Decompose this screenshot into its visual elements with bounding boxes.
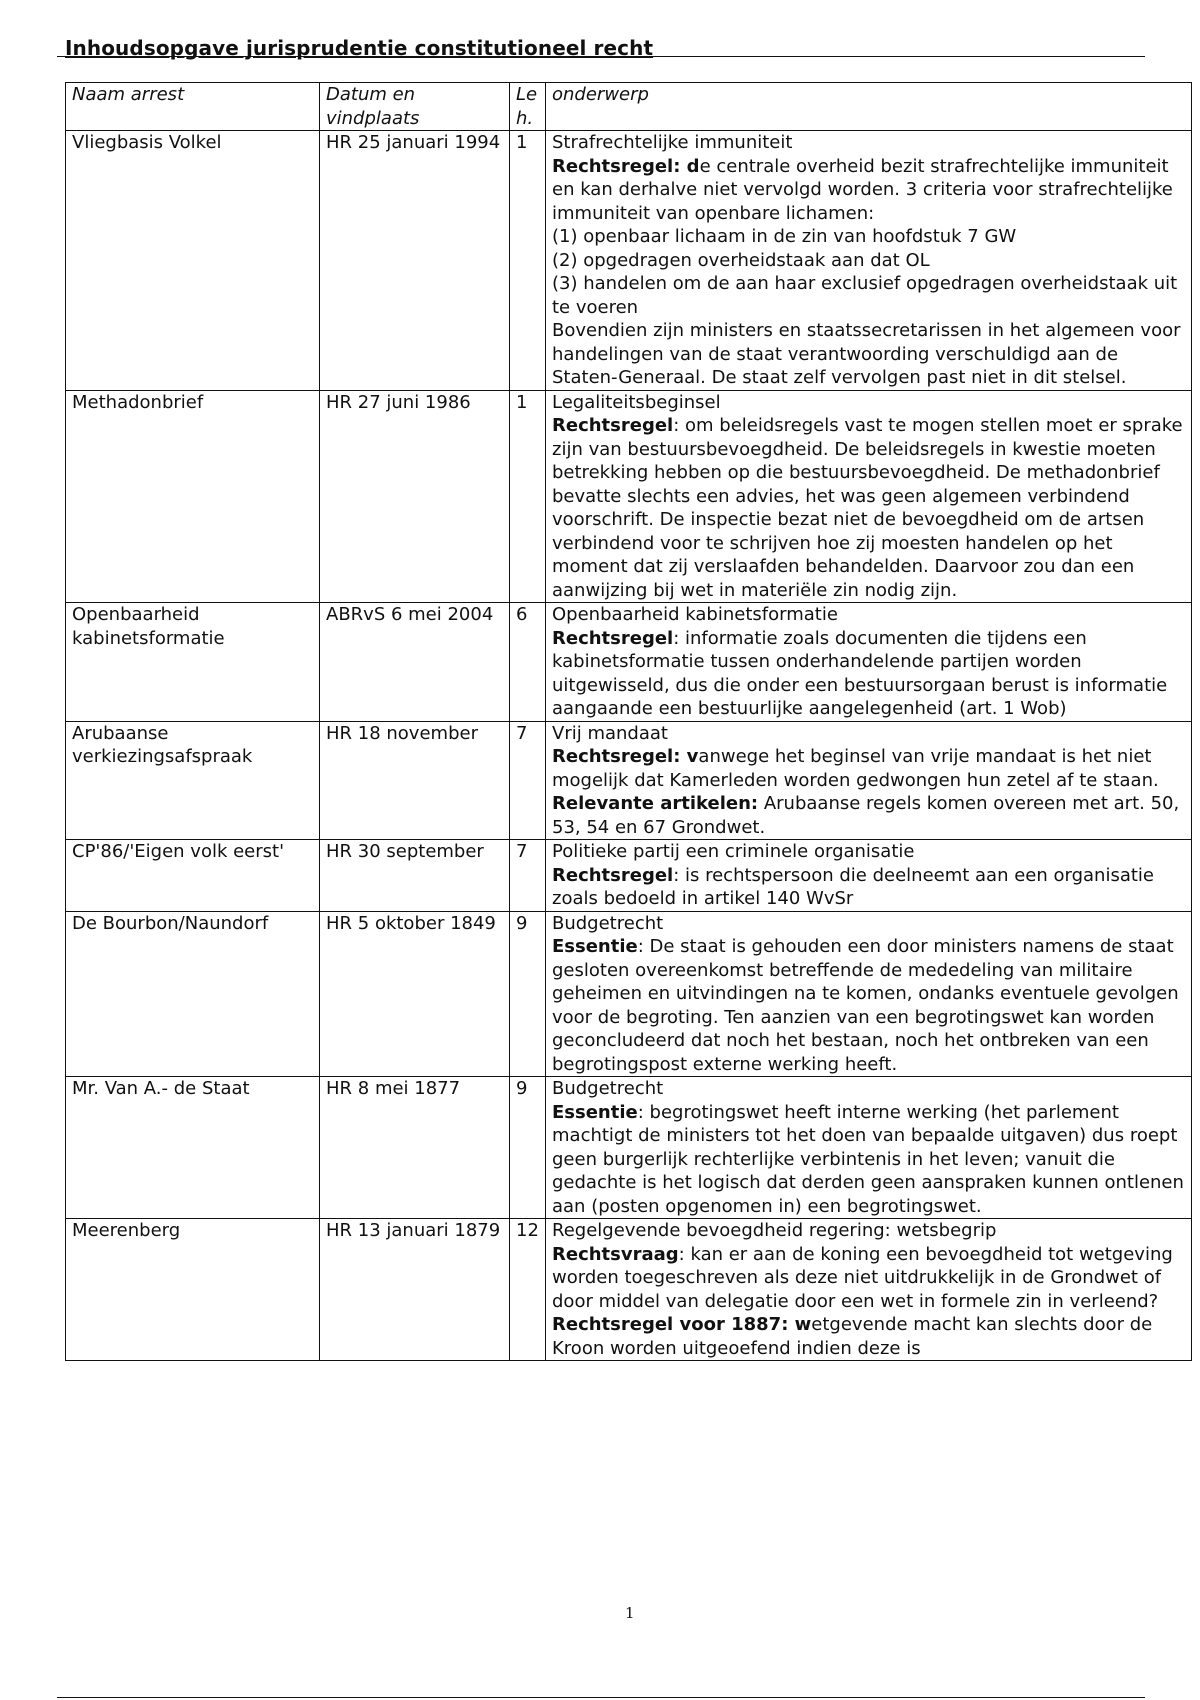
case-subject (546, 840, 1192, 912)
subject-paragraph (552, 225, 1185, 249)
subject-label: Rechtsregel (552, 627, 674, 649)
subject-paragraph (552, 935, 1185, 1076)
table-row (66, 131, 1192, 391)
case-date: HR 18 november (320, 721, 510, 840)
subject-paragraph (552, 1313, 1185, 1360)
table-row (66, 390, 1192, 603)
subject-text: anwege het beginsel van vrije mandaat is het niet mogelijk dat Kamerleden worden gedwongen hun zetel af te staan. (552, 746, 1159, 791)
subject-topic: Vrij mandaat (552, 722, 668, 744)
case-lesson: 1 (510, 131, 546, 391)
case-name: Openbaarheid kabinetsformatie (66, 603, 320, 722)
header-les: Le h. (510, 83, 546, 131)
subject-text: : informatie zoals documenten die tijdens een kabinetsformatie tussen onderhandelende partijen worden uitgewisseld, dus die onder een bestuursorgaan berust is informatie aangaande een bestuurlijke aangelegenheid (art. 1 Wob) (552, 627, 1168, 719)
case-date: HR 30 september (320, 840, 510, 912)
subject-paragraph (552, 249, 1185, 273)
subject-topic: Budgetrecht (552, 1078, 664, 1099)
table-body (66, 131, 1192, 1361)
subject-paragraph (552, 745, 1185, 792)
subject-label: Rechtsregel: v (552, 746, 699, 767)
header-name: Naam arrest (66, 83, 320, 131)
case-subject (546, 390, 1192, 603)
case-name: Arubaanse verkiezingsafspraak (66, 721, 320, 840)
subject-text: (2) opgedragen overheidstaak aan dat OL (552, 249, 930, 271)
subject-paragraph (552, 792, 1185, 839)
case-name: Vliegbasis Volkel (66, 131, 320, 391)
table-row (66, 721, 1192, 840)
case-date: HR 27 juni 1986 (320, 390, 510, 603)
case-name: CP'86/'Eigen volk eerst' (66, 840, 320, 912)
subject-text: : begrotingswet heeft interne werking (het parlement machtigt de ministers tot het doen van bepaalde uitgaven) dus roept geen burgerlijk rechterlijke verbintenis in het leven; vanuit die (552, 1101, 1178, 1170)
subject-text: : kan er aan de koning een bevoegdheid tot wetgeving worden toegeschreven als deze niet uitdrukkelijk in de Grondwet of door middel van delegatie door een wet in formele zin in verleend? (552, 1243, 1173, 1312)
subject-topic: Politieke partij een criminele organisatie (552, 841, 915, 862)
subject-text: : om beleidsregels vast te mogen stellen moet er sprake zijn van bestuursbevoegdheid. De beleidsregels in kwestie moeten betrekking hebben op die bestuursbevoegdheid. De methadonbrief bevatte slechts een advies, het was geen algemeen verbindend voorschrift. De inspectie bezat niet de bevoegdheid om de artsen verbindend voor te schrijven hoe zij moesten handelen op het moment dat zij verslaafden behandelden. Daarvoor zou dan een aanwijzing bij wet in materiële zin nodig zijn. (552, 415, 1183, 601)
table-row (66, 911, 1192, 1077)
case-name: De Bourbon/Naundorf (66, 911, 320, 1077)
case-date: ABRvS 6 mei 2004 (320, 603, 510, 722)
subject-paragraph (552, 155, 1185, 226)
title-underline-rule (57, 56, 1145, 57)
subject-topic: Regelgevende bevoegdheid regering: wetsbegrip (552, 1220, 997, 1241)
subject-paragraph (552, 272, 1185, 319)
table-row (66, 1219, 1192, 1361)
case-lesson: 6 (510, 603, 546, 722)
case-date: HR 13 januari 1879 (320, 1219, 510, 1361)
case-lesson: 9 (510, 911, 546, 1077)
document-title: Inhoudsopgave jurisprudentie constitutioneel recht (65, 36, 654, 60)
case-name: Methadonbrief (66, 390, 320, 603)
subject-text: (1) openbaar lichaam in de zin van hoofdstuk 7 GW (552, 226, 1017, 247)
subject-paragraph (552, 1243, 1185, 1314)
subject-topic: Budgetrecht (552, 912, 664, 934)
subject-label: Essentie (552, 936, 638, 957)
case-subject (546, 1077, 1192, 1219)
subject-text: Arubaanse regels komen overeen met art. 50, 53, 54 en 67 Grondwet. (552, 793, 1180, 838)
case-lesson: 1 (510, 390, 546, 603)
case-subject (546, 603, 1192, 722)
subject-text: Bovendien zijn ministers en staatssecretarissen in het algemeen voor handelingen van de staat verantwoording verschuldigd aan de Staten-Generaal. De staat zelf vervolgen past niet in dit stelsel. (552, 320, 1181, 388)
case-lesson: 12 (510, 1219, 546, 1361)
case-lesson: 7 (510, 721, 546, 840)
subject-label: Rechtsregel voor 1887: w (552, 1314, 812, 1335)
subject-text: gedachte is het logisch dat derden geen aanspraken kunnen ontlenen aan (posten opgenomen in) een begrotingswet. (552, 1172, 1184, 1217)
subject-label: Essentie (552, 1101, 638, 1123)
subject-label: Relevante artikelen: (552, 793, 759, 814)
case-date: HR 8 mei 1877 (320, 1077, 510, 1219)
page-number: 1 (625, 1604, 635, 1622)
subject-topic: Legaliteitsbeginsel (552, 391, 721, 413)
subject-text: e centrale overheid bezit strafrechtelijke immuniteit en kan derhalve niet vervolgd worden. 3 criteria voor strafrechtelijke immuniteit van openbare lichamen: (552, 155, 1173, 224)
header-subject: onderwerp (546, 83, 1192, 131)
case-name: Meerenberg (66, 1219, 320, 1361)
case-date: HR 25 januari 1994 (320, 131, 510, 391)
case-name: Mr. Van A.- de Staat (66, 1077, 320, 1219)
subject-paragraph (552, 319, 1185, 390)
subject-text: : is rechtspersoon die deelneemt aan een organisatie zoals bedoeld in artikel 140 WvSr (552, 864, 1154, 909)
subject-paragraph (552, 1101, 1185, 1172)
table-row (66, 840, 1192, 912)
case-subject (546, 131, 1192, 391)
case-subject (546, 1219, 1192, 1361)
subject-text: etgevende macht kan slechts door de Kroon worden uitgeoefend indien deze is (552, 1314, 1153, 1359)
subject-label: Rechtsvraag (552, 1243, 679, 1265)
case-subject (546, 911, 1192, 1077)
jurisprudence-table (65, 82, 1192, 1361)
subject-topic: Strafrechtelijke immuniteit (552, 132, 793, 153)
header-date: Datum en vindplaats (320, 83, 510, 131)
case-date: HR 5 oktober 1849 (320, 911, 510, 1077)
subject-paragraph (552, 864, 1185, 911)
case-subject (546, 721, 1192, 840)
subject-paragraph (552, 1171, 1185, 1218)
subject-text: (3) handelen om de aan haar exclusief opgedragen overheidstaak uit te voeren (552, 273, 1178, 318)
subject-paragraph (552, 627, 1185, 721)
subject-paragraph (552, 414, 1185, 602)
case-lesson: 9 (510, 1077, 546, 1219)
subject-text: : De staat is gehouden een door ministers namens de staat gesloten overeenkomst betreffende de mededeling van militaire geheimen en uitvindingen na te komen, ondanks eventuele gevolgen voor de begroting. Ten aanzien van een begrotingswet kan worden geconcludeerd dat noch het bestaan, noch het ontbreken van een begrotingspost externe werking heeft. (552, 936, 1179, 1075)
subject-label: Rechtsregel (552, 864, 674, 886)
subject-topic: Openbaarheid kabinetsformatie (552, 604, 838, 625)
footer-rule (57, 1697, 1145, 1698)
table-row (66, 603, 1192, 722)
table-row (66, 1077, 1192, 1219)
case-lesson: 7 (510, 840, 546, 912)
subject-label: Rechtsregel (552, 415, 674, 436)
subject-label: Rechtsregel: d (552, 155, 700, 177)
table-header-row (66, 83, 1192, 131)
